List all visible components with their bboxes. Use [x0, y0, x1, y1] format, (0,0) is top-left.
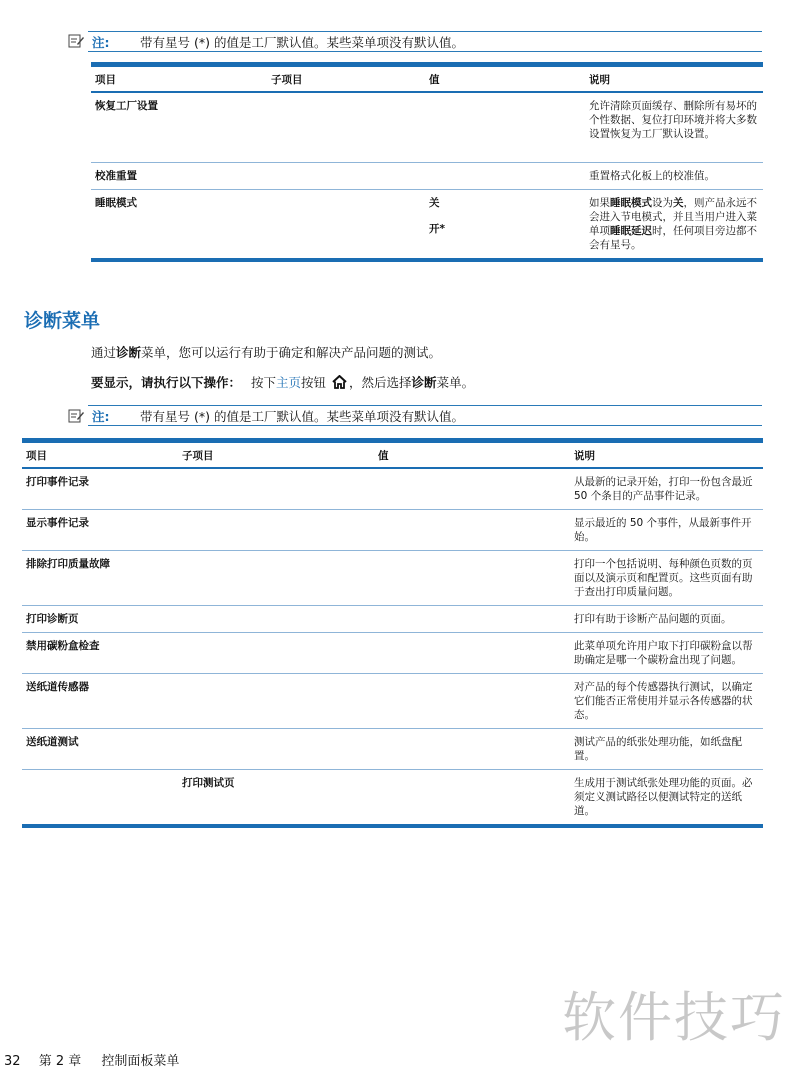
table-row — [91, 92, 763, 162]
note-icon — [68, 408, 84, 424]
table-row — [22, 633, 763, 674]
note-text: 带有星号 (*) 的值是工厂默认值。某些菜单项没有默认值。 — [140, 408, 464, 424]
note-text: 带有星号 (*) 的值是工厂默认值。某些菜单项没有默认值。 — [140, 34, 464, 50]
desc-term: 睡眠延迟 — [610, 224, 652, 237]
col-header-item: 项目 — [22, 441, 178, 469]
intro-paragraph — [91, 343, 441, 361]
row-item: 恢复工厂设置 — [91, 92, 267, 162]
note-1 — [88, 31, 762, 52]
col-header-description: 说明 — [585, 65, 763, 93]
watermark: 软件技巧 — [562, 986, 786, 1049]
desc-text: 如果 — [589, 196, 610, 209]
row-description: 生成用于测试纸张处理功能的页面。必须定义测试路径以便测试特定的送纸道。 — [570, 770, 763, 827]
col-header-description: 说明 — [570, 441, 763, 469]
col-header-subitem: 子项目 — [267, 65, 425, 93]
table-row — [91, 162, 763, 189]
row-subitem — [267, 92, 425, 162]
col-header-subitem: 子项目 — [178, 441, 374, 469]
note-label: 注: — [92, 408, 110, 424]
row-value — [374, 633, 570, 674]
col-header-value: 值 — [425, 65, 585, 93]
instruction-paragraph — [91, 373, 474, 392]
table-row — [22, 770, 763, 827]
row-subitem — [267, 189, 425, 260]
desc-text: 设为 — [652, 196, 673, 209]
row-item: 排除打印质量故障 — [22, 551, 178, 606]
row-value — [374, 606, 570, 633]
row-description: 从最新的记录开始，打印一份包含最近 50 个条目的产品事件记录。 — [570, 468, 763, 510]
home-link[interactable]: 主页 — [276, 375, 302, 390]
intro-term: 诊断 — [116, 345, 142, 360]
row-subitem — [178, 510, 374, 551]
row-value — [374, 551, 570, 606]
row-value — [425, 92, 585, 162]
table-row — [91, 189, 763, 260]
row-value — [425, 162, 585, 189]
row-item: 睡眠模式 — [91, 189, 267, 260]
row-subitem — [267, 162, 425, 189]
table-row — [22, 510, 763, 551]
row-item: 送纸道测试 — [22, 729, 178, 770]
row-item — [22, 770, 178, 827]
row-description: 显示最近的 50 个事件，从最新事件开始。 — [570, 510, 763, 551]
row-item: 校准重置 — [91, 162, 267, 189]
row-subitem — [178, 674, 374, 729]
row-description: 打印有助于诊断产品问题的页面。 — [570, 606, 763, 633]
row-description: 打印一个包括说明、每种颜色页数的页面以及演示页和配置页。这些页面有助于查出打印质量问题。 — [570, 551, 763, 606]
row-subitem — [178, 551, 374, 606]
instruction-text: 按钮 — [301, 375, 327, 390]
row-item: 打印事件记录 — [22, 468, 178, 510]
instruction-text: 菜单。 — [436, 375, 475, 390]
desc-text: 时，任何项目旁边都不会有星号。 — [589, 224, 757, 251]
note-icon — [68, 33, 84, 49]
row-value — [374, 770, 570, 827]
row-value — [425, 189, 585, 260]
desc-term: 关 — [673, 196, 684, 209]
row-description: 测试产品的纸张处理功能，如纸盘配置。 — [570, 729, 763, 770]
row-subitem — [178, 468, 374, 510]
instruction-text: ，然后选择 — [349, 375, 412, 390]
row-item: 显示事件记录 — [22, 510, 178, 551]
chapter-title: 控制面板菜单 — [101, 1054, 180, 1069]
home-icon — [332, 375, 347, 392]
section-title: 诊断菜单 — [24, 310, 101, 332]
value-on-default: 开* — [429, 222, 445, 235]
row-description: 允许清除页面缓存、删除所有易坏的个性数据、复位打印环境并将大多数设置恢复为工厂默认设置。 — [585, 92, 763, 162]
row-value — [374, 468, 570, 510]
row-description: 此菜单项允许用户取下打印碳粉盒以帮助确定是哪一个碳粉盒出现了问题。 — [570, 633, 763, 674]
instruction-term: 诊断 — [411, 375, 437, 390]
table-row — [22, 551, 763, 606]
row-subitem — [178, 606, 374, 633]
row-item: 禁用碳粉盒检查 — [22, 633, 178, 674]
page-number: 32 — [4, 1054, 21, 1069]
desc-term: 睡眠模式 — [610, 196, 652, 209]
row-subitem — [178, 729, 374, 770]
row-value — [374, 510, 570, 551]
note-label: 注: — [92, 34, 110, 50]
table-row — [22, 606, 763, 633]
row-description — [585, 189, 763, 260]
chapter-label: 第 2 章 — [38, 1054, 82, 1069]
col-header-item: 项目 — [91, 65, 267, 93]
row-subitem — [178, 633, 374, 674]
table-row — [22, 729, 763, 770]
table-header-row — [22, 441, 763, 469]
instruction-text: 按下 — [251, 375, 277, 390]
page-footer — [4, 1050, 179, 1069]
diagnostics-table — [22, 438, 763, 828]
value-off: 关 — [429, 196, 440, 209]
row-subitem: 打印测试页 — [178, 770, 374, 827]
row-item: 送纸道传感器 — [22, 674, 178, 729]
reset-table — [91, 62, 763, 262]
note-2 — [88, 405, 762, 426]
row-item: 打印诊断页 — [22, 606, 178, 633]
table-header-row — [91, 65, 763, 93]
row-description: 重置格式化板上的校准值。 — [585, 162, 763, 189]
row-value — [374, 674, 570, 729]
intro-text: 通过 — [91, 345, 117, 360]
desc-text: ，则产品永远不会进入节电模式，并且当用户进入菜单项 — [589, 196, 757, 237]
row-description: 对产品的每个传感器执行测试，以确定它们能否正常使用并显示各传感器的状态。 — [570, 674, 763, 729]
instruction-lead: 要显示，请执行以下操作： — [91, 375, 242, 390]
row-value — [374, 729, 570, 770]
col-header-value: 值 — [374, 441, 570, 469]
table-row — [22, 674, 763, 729]
intro-text: 菜单，您可以运行有助于确定和解决产品问题的测试。 — [141, 345, 442, 360]
table-row — [22, 468, 763, 510]
